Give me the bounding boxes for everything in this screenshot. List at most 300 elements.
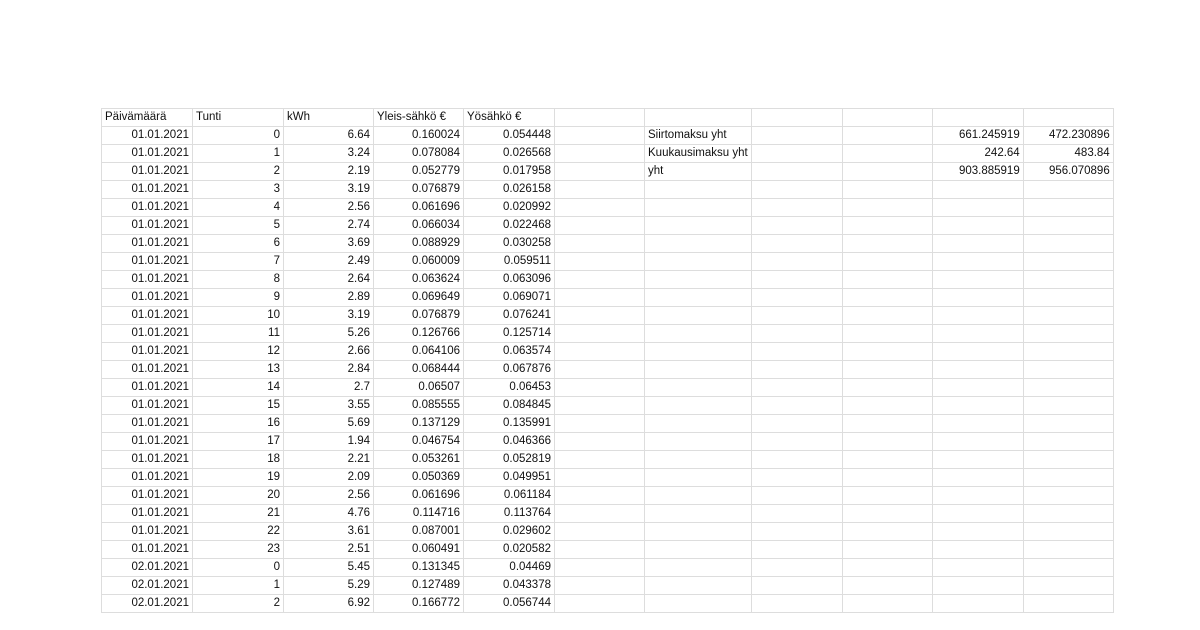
data-cell[interactable]: 0.069649 — [374, 289, 464, 307]
empty-cell[interactable] — [751, 271, 842, 289]
empty-cell[interactable] — [555, 217, 645, 235]
empty-cell[interactable] — [645, 235, 752, 253]
empty-cell[interactable] — [555, 271, 645, 289]
empty-cell[interactable] — [645, 595, 752, 613]
data-cell[interactable]: 02.01.2021 — [102, 595, 193, 613]
data-cell[interactable]: 01.01.2021 — [102, 199, 193, 217]
empty-cell[interactable] — [842, 253, 932, 271]
data-cell[interactable]: 0 — [193, 559, 284, 577]
empty-cell[interactable] — [842, 541, 932, 559]
empty-cell[interactable] — [932, 289, 1023, 307]
empty-cell[interactable] — [751, 217, 842, 235]
empty-cell[interactable] — [1023, 217, 1113, 235]
data-cell[interactable]: 2.21 — [284, 451, 374, 469]
empty-cell[interactable] — [555, 289, 645, 307]
data-cell[interactable]: 0.084845 — [464, 397, 555, 415]
data-cell[interactable]: 0.113764 — [464, 505, 555, 523]
data-cell[interactable]: 3.24 — [284, 145, 374, 163]
data-cell[interactable]: 01.01.2021 — [102, 127, 193, 145]
empty-cell[interactable] — [842, 127, 932, 145]
empty-cell[interactable] — [555, 487, 645, 505]
empty-cell[interactable] — [645, 451, 752, 469]
data-cell[interactable]: 01.01.2021 — [102, 325, 193, 343]
data-cell[interactable]: 0.076241 — [464, 307, 555, 325]
empty-cell[interactable] — [751, 397, 842, 415]
data-cell[interactable]: 01.01.2021 — [102, 505, 193, 523]
data-cell[interactable]: 0.059511 — [464, 253, 555, 271]
data-cell[interactable]: 23 — [193, 541, 284, 559]
empty-cell[interactable] — [932, 379, 1023, 397]
data-cell[interactable]: 0.052819 — [464, 451, 555, 469]
summary-label[interactable]: yht — [645, 163, 752, 181]
data-cell[interactable]: 0 — [193, 127, 284, 145]
data-cell[interactable]: 0.068444 — [374, 361, 464, 379]
data-cell[interactable]: 0.020992 — [464, 199, 555, 217]
summary-value[interactable]: 903.885919 — [932, 163, 1023, 181]
data-cell[interactable]: 01.01.2021 — [102, 487, 193, 505]
data-cell[interactable]: 4.76 — [284, 505, 374, 523]
data-cell[interactable]: 01.01.2021 — [102, 343, 193, 361]
empty-cell[interactable] — [842, 163, 932, 181]
data-cell[interactable]: 20 — [193, 487, 284, 505]
summary-label[interactable]: Kuukausimaksu yht — [645, 145, 752, 163]
data-cell[interactable]: 16 — [193, 415, 284, 433]
data-cell[interactable]: 0.063574 — [464, 343, 555, 361]
data-cell[interactable]: 6.92 — [284, 595, 374, 613]
data-cell[interactable]: 18 — [193, 451, 284, 469]
empty-cell[interactable] — [555, 523, 645, 541]
empty-cell[interactable] — [842, 145, 932, 163]
empty-cell[interactable] — [1023, 343, 1113, 361]
data-cell[interactable]: 0.030258 — [464, 235, 555, 253]
empty-cell[interactable] — [1023, 253, 1113, 271]
empty-cell[interactable] — [555, 163, 645, 181]
data-cell[interactable]: 0.076879 — [374, 181, 464, 199]
empty-cell[interactable] — [932, 505, 1023, 523]
empty-cell[interactable] — [842, 433, 932, 451]
data-cell[interactable]: 22 — [193, 523, 284, 541]
empty-cell[interactable] — [1023, 379, 1113, 397]
data-cell[interactable]: 01.01.2021 — [102, 397, 193, 415]
empty-cell[interactable] — [645, 109, 752, 127]
data-cell[interactable]: 3.19 — [284, 181, 374, 199]
empty-cell[interactable] — [932, 541, 1023, 559]
empty-cell[interactable] — [645, 523, 752, 541]
empty-cell[interactable] — [645, 343, 752, 361]
empty-cell[interactable] — [751, 523, 842, 541]
empty-cell[interactable] — [645, 415, 752, 433]
empty-cell[interactable] — [932, 523, 1023, 541]
empty-cell[interactable] — [1023, 415, 1113, 433]
data-cell[interactable]: 0.061696 — [374, 487, 464, 505]
empty-cell[interactable] — [751, 199, 842, 217]
empty-cell[interactable] — [1023, 235, 1113, 253]
empty-cell[interactable] — [555, 433, 645, 451]
empty-cell[interactable] — [645, 487, 752, 505]
empty-cell[interactable] — [555, 109, 645, 127]
data-cell[interactable]: 1 — [193, 577, 284, 595]
empty-cell[interactable] — [1023, 289, 1113, 307]
column-header[interactable]: Tunti — [193, 109, 284, 127]
data-cell[interactable]: 0.127489 — [374, 577, 464, 595]
data-cell[interactable]: 2.56 — [284, 199, 374, 217]
empty-cell[interactable] — [932, 325, 1023, 343]
empty-cell[interactable] — [751, 163, 842, 181]
empty-cell[interactable] — [1023, 523, 1113, 541]
empty-cell[interactable] — [751, 487, 842, 505]
empty-cell[interactable] — [645, 379, 752, 397]
empty-cell[interactable] — [555, 181, 645, 199]
data-cell[interactable]: 0.017958 — [464, 163, 555, 181]
empty-cell[interactable] — [1023, 433, 1113, 451]
empty-cell[interactable] — [842, 505, 932, 523]
empty-cell[interactable] — [932, 217, 1023, 235]
data-cell[interactable]: 2.09 — [284, 469, 374, 487]
data-cell[interactable]: 1.94 — [284, 433, 374, 451]
empty-cell[interactable] — [751, 325, 842, 343]
data-cell[interactable]: 01.01.2021 — [102, 253, 193, 271]
data-cell[interactable]: 0.166772 — [374, 595, 464, 613]
empty-cell[interactable] — [751, 505, 842, 523]
empty-cell[interactable] — [1023, 397, 1113, 415]
data-cell[interactable]: 5.26 — [284, 325, 374, 343]
data-cell[interactable]: 01.01.2021 — [102, 361, 193, 379]
data-cell[interactable]: 21 — [193, 505, 284, 523]
data-cell[interactable]: 9 — [193, 289, 284, 307]
data-cell[interactable]: 0.04469 — [464, 559, 555, 577]
data-cell[interactable]: 01.01.2021 — [102, 433, 193, 451]
empty-cell[interactable] — [645, 433, 752, 451]
data-cell[interactable]: 3.61 — [284, 523, 374, 541]
data-cell[interactable]: 01.01.2021 — [102, 415, 193, 433]
empty-cell[interactable] — [932, 577, 1023, 595]
data-cell[interactable]: 0.160024 — [374, 127, 464, 145]
empty-cell[interactable] — [932, 235, 1023, 253]
data-cell[interactable]: 2.49 — [284, 253, 374, 271]
empty-cell[interactable] — [842, 199, 932, 217]
empty-cell[interactable] — [932, 415, 1023, 433]
data-cell[interactable]: 0.061184 — [464, 487, 555, 505]
empty-cell[interactable] — [555, 505, 645, 523]
empty-cell[interactable] — [842, 469, 932, 487]
empty-cell[interactable] — [932, 199, 1023, 217]
empty-cell[interactable] — [751, 469, 842, 487]
empty-cell[interactable] — [932, 181, 1023, 199]
data-cell[interactable]: 0.125714 — [464, 325, 555, 343]
summary-value[interactable]: 483.84 — [1023, 145, 1113, 163]
empty-cell[interactable] — [932, 433, 1023, 451]
data-cell[interactable]: 0.046366 — [464, 433, 555, 451]
data-cell[interactable]: 0.137129 — [374, 415, 464, 433]
empty-cell[interactable] — [751, 109, 842, 127]
data-cell[interactable]: 19 — [193, 469, 284, 487]
data-cell[interactable]: 0.054448 — [464, 127, 555, 145]
empty-cell[interactable] — [751, 361, 842, 379]
data-cell[interactable]: 0.06453 — [464, 379, 555, 397]
empty-cell[interactable] — [751, 145, 842, 163]
empty-cell[interactable] — [842, 595, 932, 613]
data-cell[interactable]: 1 — [193, 145, 284, 163]
empty-cell[interactable] — [645, 253, 752, 271]
empty-cell[interactable] — [842, 217, 932, 235]
empty-cell[interactable] — [645, 325, 752, 343]
summary-label[interactable]: Siirtomaksu yht — [645, 127, 752, 145]
data-cell[interactable]: 0.088929 — [374, 235, 464, 253]
data-cell[interactable]: 01.01.2021 — [102, 451, 193, 469]
data-cell[interactable]: 3.19 — [284, 307, 374, 325]
data-cell[interactable]: 5.69 — [284, 415, 374, 433]
empty-cell[interactable] — [645, 307, 752, 325]
empty-cell[interactable] — [932, 487, 1023, 505]
data-cell[interactable]: 0.126766 — [374, 325, 464, 343]
empty-cell[interactable] — [751, 451, 842, 469]
data-cell[interactable]: 0.064106 — [374, 343, 464, 361]
empty-cell[interactable] — [932, 343, 1023, 361]
data-cell[interactable]: 2.7 — [284, 379, 374, 397]
data-cell[interactable]: 0.056744 — [464, 595, 555, 613]
data-cell[interactable]: 01.01.2021 — [102, 541, 193, 559]
data-cell[interactable]: 12 — [193, 343, 284, 361]
empty-cell[interactable] — [751, 127, 842, 145]
empty-cell[interactable] — [555, 469, 645, 487]
data-cell[interactable]: 0.078084 — [374, 145, 464, 163]
empty-cell[interactable] — [1023, 361, 1113, 379]
data-cell[interactable]: 01.01.2021 — [102, 163, 193, 181]
empty-cell[interactable] — [751, 577, 842, 595]
data-cell[interactable]: 2.64 — [284, 271, 374, 289]
data-cell[interactable]: 0.085555 — [374, 397, 464, 415]
empty-cell[interactable] — [645, 505, 752, 523]
data-cell[interactable]: 0.063624 — [374, 271, 464, 289]
data-cell[interactable]: 0.050369 — [374, 469, 464, 487]
empty-cell[interactable] — [932, 559, 1023, 577]
empty-cell[interactable] — [842, 325, 932, 343]
empty-cell[interactable] — [555, 325, 645, 343]
empty-cell[interactable] — [1023, 505, 1113, 523]
empty-cell[interactable] — [932, 469, 1023, 487]
empty-cell[interactable] — [1023, 451, 1113, 469]
data-cell[interactable]: 0.114716 — [374, 505, 464, 523]
data-cell[interactable]: 0.076879 — [374, 307, 464, 325]
data-cell[interactable]: 0.06507 — [374, 379, 464, 397]
data-cell[interactable]: 0.026158 — [464, 181, 555, 199]
empty-cell[interactable] — [555, 379, 645, 397]
data-cell[interactable]: 0.020582 — [464, 541, 555, 559]
data-cell[interactable]: 2.51 — [284, 541, 374, 559]
empty-cell[interactable] — [751, 343, 842, 361]
data-cell[interactable]: 0.053261 — [374, 451, 464, 469]
data-cell[interactable]: 01.01.2021 — [102, 469, 193, 487]
empty-cell[interactable] — [932, 253, 1023, 271]
empty-cell[interactable] — [645, 217, 752, 235]
data-cell[interactable]: 4 — [193, 199, 284, 217]
empty-cell[interactable] — [645, 469, 752, 487]
empty-cell[interactable] — [751, 181, 842, 199]
empty-cell[interactable] — [555, 451, 645, 469]
data-cell[interactable]: 02.01.2021 — [102, 577, 193, 595]
empty-cell[interactable] — [751, 307, 842, 325]
data-cell[interactable]: 01.01.2021 — [102, 217, 193, 235]
empty-cell[interactable] — [555, 361, 645, 379]
summary-value[interactable]: 242.64 — [932, 145, 1023, 163]
data-cell[interactable]: 14 — [193, 379, 284, 397]
data-cell[interactable]: 0.052779 — [374, 163, 464, 181]
data-cell[interactable]: 01.01.2021 — [102, 145, 193, 163]
data-cell[interactable]: 0.043378 — [464, 577, 555, 595]
data-cell[interactable]: 0.061696 — [374, 199, 464, 217]
empty-cell[interactable] — [555, 199, 645, 217]
data-cell[interactable]: 2.89 — [284, 289, 374, 307]
empty-cell[interactable] — [555, 253, 645, 271]
data-cell[interactable]: 01.01.2021 — [102, 379, 193, 397]
data-cell[interactable]: 0.060491 — [374, 541, 464, 559]
empty-cell[interactable] — [842, 235, 932, 253]
column-header[interactable]: Päivämäärä — [102, 109, 193, 127]
empty-cell[interactable] — [645, 361, 752, 379]
data-cell[interactable]: 0.063096 — [464, 271, 555, 289]
empty-cell[interactable] — [1023, 577, 1113, 595]
empty-cell[interactable] — [842, 109, 932, 127]
data-cell[interactable]: 0.022468 — [464, 217, 555, 235]
empty-cell[interactable] — [932, 451, 1023, 469]
empty-cell[interactable] — [1023, 325, 1113, 343]
data-cell[interactable]: 01.01.2021 — [102, 181, 193, 199]
empty-cell[interactable] — [842, 487, 932, 505]
data-cell[interactable]: 01.01.2021 — [102, 235, 193, 253]
empty-cell[interactable] — [555, 415, 645, 433]
empty-cell[interactable] — [555, 235, 645, 253]
empty-cell[interactable] — [932, 595, 1023, 613]
empty-cell[interactable] — [1023, 199, 1113, 217]
empty-cell[interactable] — [842, 397, 932, 415]
data-cell[interactable]: 17 — [193, 433, 284, 451]
empty-cell[interactable] — [645, 199, 752, 217]
data-cell[interactable]: 0.049951 — [464, 469, 555, 487]
summary-value[interactable]: 661.245919 — [932, 127, 1023, 145]
data-cell[interactable]: 0.046754 — [374, 433, 464, 451]
data-cell[interactable]: 0.069071 — [464, 289, 555, 307]
data-cell[interactable]: 6.64 — [284, 127, 374, 145]
data-cell[interactable]: 0.026568 — [464, 145, 555, 163]
data-cell[interactable]: 01.01.2021 — [102, 289, 193, 307]
data-cell[interactable]: 0.087001 — [374, 523, 464, 541]
empty-cell[interactable] — [842, 271, 932, 289]
data-cell[interactable]: 01.01.2021 — [102, 271, 193, 289]
empty-cell[interactable] — [1023, 271, 1113, 289]
empty-cell[interactable] — [555, 397, 645, 415]
data-cell[interactable]: 3 — [193, 181, 284, 199]
empty-cell[interactable] — [751, 433, 842, 451]
data-cell[interactable]: 02.01.2021 — [102, 559, 193, 577]
summary-value[interactable]: 956.070896 — [1023, 163, 1113, 181]
empty-cell[interactable] — [645, 289, 752, 307]
data-cell[interactable]: 0.066034 — [374, 217, 464, 235]
empty-cell[interactable] — [1023, 181, 1113, 199]
data-cell[interactable]: 7 — [193, 253, 284, 271]
empty-cell[interactable] — [555, 577, 645, 595]
data-cell[interactable]: 3.55 — [284, 397, 374, 415]
empty-cell[interactable] — [1023, 595, 1113, 613]
empty-cell[interactable] — [751, 235, 842, 253]
data-cell[interactable]: 5 — [193, 217, 284, 235]
empty-cell[interactable] — [751, 415, 842, 433]
empty-cell[interactable] — [842, 289, 932, 307]
empty-cell[interactable] — [751, 253, 842, 271]
data-cell[interactable]: 0.131345 — [374, 559, 464, 577]
empty-cell[interactable] — [555, 145, 645, 163]
data-cell[interactable]: 2.66 — [284, 343, 374, 361]
data-cell[interactable]: 6 — [193, 235, 284, 253]
data-cell[interactable]: 01.01.2021 — [102, 523, 193, 541]
data-cell[interactable]: 0.060009 — [374, 253, 464, 271]
empty-cell[interactable] — [1023, 559, 1113, 577]
empty-cell[interactable] — [842, 361, 932, 379]
data-cell[interactable]: 2.56 — [284, 487, 374, 505]
empty-cell[interactable] — [555, 307, 645, 325]
column-header[interactable]: Yösähkö € — [464, 109, 555, 127]
empty-cell[interactable] — [842, 181, 932, 199]
empty-cell[interactable] — [645, 181, 752, 199]
empty-cell[interactable] — [555, 127, 645, 145]
data-cell[interactable]: 0.067876 — [464, 361, 555, 379]
data-cell[interactable]: 3.69 — [284, 235, 374, 253]
data-cell[interactable]: 0.029602 — [464, 523, 555, 541]
empty-cell[interactable] — [555, 541, 645, 559]
empty-cell[interactable] — [751, 559, 842, 577]
empty-cell[interactable] — [751, 289, 842, 307]
empty-cell[interactable] — [645, 271, 752, 289]
empty-cell[interactable] — [645, 541, 752, 559]
empty-cell[interactable] — [842, 415, 932, 433]
data-cell[interactable]: 8 — [193, 271, 284, 289]
empty-cell[interactable] — [932, 361, 1023, 379]
data-cell[interactable]: 13 — [193, 361, 284, 379]
empty-cell[interactable] — [555, 343, 645, 361]
empty-cell[interactable] — [1023, 469, 1113, 487]
empty-cell[interactable] — [842, 379, 932, 397]
summary-value[interactable]: 472.230896 — [1023, 127, 1113, 145]
data-cell[interactable]: 2.84 — [284, 361, 374, 379]
empty-cell[interactable] — [842, 577, 932, 595]
empty-cell[interactable] — [932, 109, 1023, 127]
empty-cell[interactable] — [1023, 487, 1113, 505]
empty-cell[interactable] — [751, 379, 842, 397]
empty-cell[interactable] — [751, 595, 842, 613]
data-cell[interactable]: 0.135991 — [464, 415, 555, 433]
data-cell[interactable]: 2 — [193, 595, 284, 613]
empty-cell[interactable] — [1023, 109, 1113, 127]
empty-cell[interactable] — [932, 397, 1023, 415]
empty-cell[interactable] — [842, 307, 932, 325]
data-cell[interactable]: 5.45 — [284, 559, 374, 577]
empty-cell[interactable] — [555, 559, 645, 577]
data-cell[interactable]: 2.74 — [284, 217, 374, 235]
data-cell[interactable]: 10 — [193, 307, 284, 325]
empty-cell[interactable] — [842, 343, 932, 361]
empty-cell[interactable] — [751, 541, 842, 559]
empty-cell[interactable] — [645, 577, 752, 595]
empty-cell[interactable] — [1023, 541, 1113, 559]
data-cell[interactable]: 5.29 — [284, 577, 374, 595]
empty-cell[interactable] — [555, 595, 645, 613]
empty-cell[interactable] — [645, 397, 752, 415]
data-cell[interactable]: 15 — [193, 397, 284, 415]
data-cell[interactable]: 11 — [193, 325, 284, 343]
column-header[interactable]: Yleis-sähkö € — [374, 109, 464, 127]
empty-cell[interactable] — [842, 451, 932, 469]
empty-cell[interactable] — [932, 307, 1023, 325]
empty-cell[interactable] — [645, 559, 752, 577]
